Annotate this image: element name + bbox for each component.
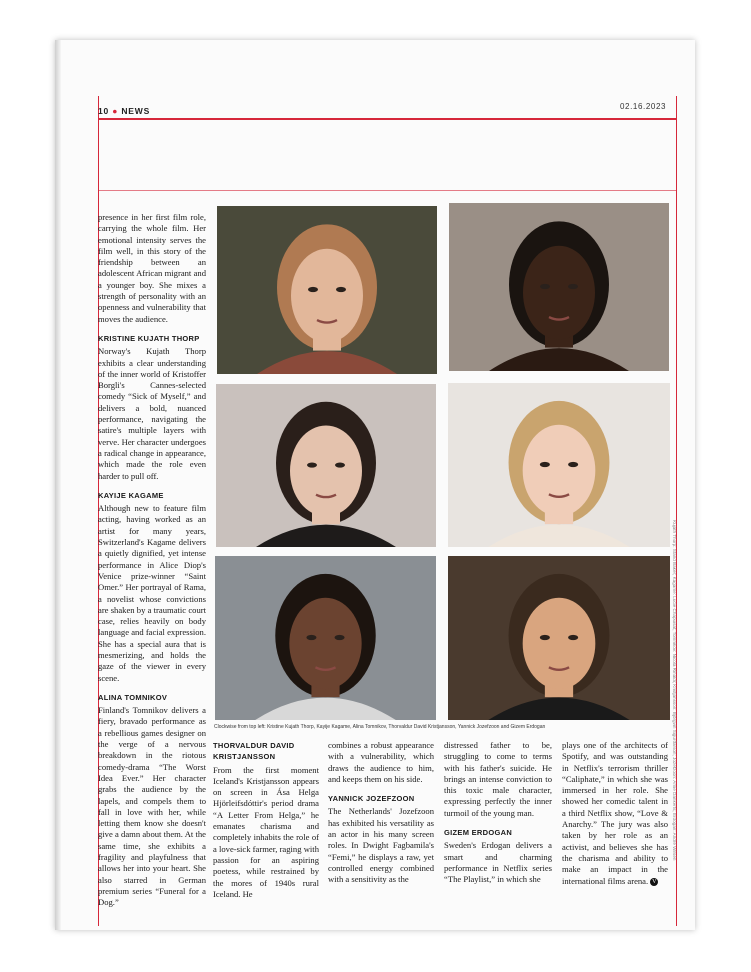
portrait-right-eye	[568, 284, 578, 289]
portrait-right-eye	[568, 635, 578, 640]
portrait-left-eye	[307, 462, 317, 467]
photo-gizem-erdogan	[448, 556, 670, 720]
portrait-illustration	[448, 556, 670, 720]
left-column	[98, 212, 206, 909]
photo-kristine-kujath-thorp	[217, 206, 437, 374]
body-erdogan-continued: plays one of the architects of Spotify, and was outstanding in Netflix's terrorism thriller “Caliphate,” in which she was immersed in her role. She showed her comedic talent in a third Netflix show, “Love & Anarchy.” The jury was also taken by her role as an activist, and believes she has the charisma and ability to make an impact in the international films arena.	[562, 740, 668, 886]
portrait-illustration	[448, 383, 670, 547]
portrait-right-eye	[336, 287, 346, 292]
divider-rule	[98, 190, 676, 191]
photo-credit	[669, 520, 679, 860]
portrait-right-eye	[335, 462, 345, 467]
body-yannick-jozefzoon: The Netherlands' Jozefzoon has exhibited his versatility as an actor in his many screen roles. In Dwight Fagbamila's “Femi,” he displays a raw, yet controlled energy combined with a sensitivity as the	[328, 806, 434, 885]
heading-gizem-erdogan: GIZEM ERDOGAN	[444, 828, 513, 838]
portrait-illustration	[217, 206, 437, 374]
portrait-face	[291, 249, 363, 343]
issue-date: 02.16.2023	[620, 102, 667, 111]
body-gizem-erdogan: Sweden's Erdogan delivers a smart and charming performance in Netflix series “The Playlist,” in which she	[444, 840, 552, 885]
portrait-left-eye	[540, 635, 550, 640]
heading-yannick-jozefzoon: YANNICK JOZEFZOON	[328, 794, 415, 804]
portrait-illustration	[215, 556, 436, 720]
portrait-face	[523, 425, 596, 516]
header-rule	[98, 118, 676, 120]
photo-alina-tomnikov	[216, 384, 436, 547]
photo-caption: Clockwise from top left: Kristine Kujath Thorp, Kayije Kagame, Alina Tomnikov, Thorvaldur David Kristjansson, Yannick Jozefzoon and Gizem Erdogan	[214, 724, 546, 730]
bottom-column-3	[444, 740, 552, 886]
photo-thorvaldur-david-kristjansson	[448, 383, 670, 547]
portrait-left-eye	[306, 635, 316, 640]
section-name: NEWS	[121, 106, 151, 116]
heading-thorvaldur-david-kristjansson: THORVALDUR DAVID KRISTJANSSON	[213, 741, 295, 762]
portrait-face	[523, 598, 596, 689]
intro-paragraph: presence in her first film role, carrying the whole film. Her emotional intensity serves the film well, in this story of the friendship between an adolescent African migrant and a younger boy. She mixes a strength of personality with an openness and vulnerability that moves the audience.	[98, 212, 206, 324]
body-jozefzoon-continued: distressed father to be, struggling to come to terms with his father's suicide. He brings an intense conviction to this toxic male character, expressing perfectly the inner turmoil of the young man.	[444, 740, 552, 818]
heading-kayije-kagame: KAYIJE KAGAME	[98, 490, 164, 500]
bottom-column-2	[328, 740, 434, 886]
portrait-face	[523, 246, 595, 340]
body-thorvaldur-david-kristjansson: From the first moment Iceland's Kristjansson appears on screen in Ása Helga Hjörleifsdóttir's period drama “A Letter From Helga,” he emanates charisma and completely inhabits the role of a love-sick farmer, raging with passion for an aspiring poetess, while restrained by the mores of 1940s rural Iceland. He	[213, 764, 319, 899]
bottom-column-4	[562, 740, 668, 887]
portrait-face	[290, 425, 362, 516]
portrait-left-eye	[308, 287, 318, 292]
bottom-column-1	[213, 740, 319, 900]
header-bullet: ●	[112, 106, 119, 116]
section-number: 10	[98, 106, 110, 116]
photo-kayije-kagame	[449, 203, 669, 371]
body-alina-tomnikov: Finland's Tomnikov delivers a fiery, bravado performance as a rebellious games designer on the verge of a nervous breakdown in the riotous comedy-drama “The Worst Idea Ever.” Her character grabs the audience by the lapels, and compels them to fall in love with her, while letting them know she doesn't give a damn about them. At the same time, she exhibits a fragility and playfulness that allows her into your heart. She also starred in German premium series “Funeral for a Dog.”	[98, 705, 206, 908]
portrait-left-eye	[540, 284, 550, 289]
portrait-illustration	[449, 203, 669, 371]
heading-kristine-kujath-thorp: KRISTINE KUJATH THORP	[98, 333, 200, 343]
portrait-right-eye	[335, 635, 345, 640]
portrait-right-eye	[568, 462, 578, 467]
portrait-face	[289, 598, 361, 689]
body-kristine-kujath-thorp: Norway's Kujath Thorp exhibits a clear understanding of the inner world of Kristoffer Borgli's Cannes-selected comedy “Sick of Myself,” and delivers a bold, nuanced performance, navigating the satire's multiple layers with verve. Her character undergoes a radical change in appearance, which made the role even harder to pull off.	[98, 346, 206, 481]
heading-alina-tomnikov: ALINA TOMNIKOV	[98, 692, 168, 702]
portrait-left-eye	[540, 462, 550, 467]
photo-yannick-jozefzoon	[215, 556, 436, 720]
end-mark-icon: V	[652, 878, 657, 885]
photo-credit-text: Kujath Thorp: Stand Baker; Kagame: Lucie Chapuisat; Tomnikov: Nicola Rinaldi; Kristjansson: Björgvin Sigurðarson; Jozefzoon: Amie Dankerts; Erdogan: André Wirsén	[672, 520, 677, 861]
section-header	[98, 106, 150, 116]
body-kayije-kagame: Although new to feature film acting, having worked as an artist for many years, Switzerland's Kagame delivers a quietly dignified, yet intense performance in Alice Diop's Venice prize-winner “Saint Omer.” Her portrayal of Rama, a novelist whose convictions are shaken by a traumatic court case, relies heavily on body language and facial expression. She has a special aura that is mesmerizing, and holds the gaze of the viewer in every scene.	[98, 503, 206, 683]
body-kristjansson-continued: combines a robust appearance with a vulnerability, which draws the audience to him, and keeps them on his side.	[328, 740, 434, 784]
portrait-illustration	[216, 384, 436, 547]
page-spine	[55, 40, 61, 930]
